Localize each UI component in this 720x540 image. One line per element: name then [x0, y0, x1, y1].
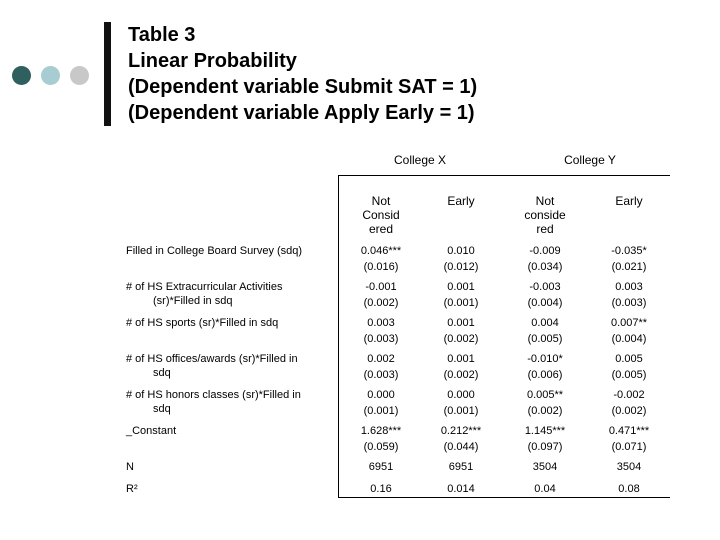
cell-value: (0.001) — [443, 297, 479, 309]
row-label-line: sdq — [153, 367, 171, 379]
cell-value: -0.002 — [613, 389, 645, 401]
cell-value: (0.097) — [527, 441, 563, 453]
table-cell — [589, 387, 669, 419]
cell-value: 0.001 — [447, 353, 475, 365]
dot-teal — [41, 66, 60, 85]
cell-value: (0.034) — [527, 261, 563, 273]
row-label — [126, 388, 301, 416]
group-header-college-x: College X — [393, 153, 447, 167]
table-cell — [421, 423, 501, 455]
table-cell — [505, 243, 585, 275]
table-top-rule — [338, 175, 670, 176]
table-cell — [421, 481, 501, 497]
cell-value: 0.014 — [447, 483, 475, 495]
cell-value: 0.04 — [534, 483, 556, 495]
cell-value: (0.002) — [363, 297, 399, 309]
row-label-line: # of HS honors classes (sr)*Filled in — [126, 389, 301, 401]
cell-value: (0.059) — [363, 441, 399, 453]
table-cell — [421, 459, 501, 475]
cell-value: 3504 — [532, 461, 558, 473]
table-cell — [589, 279, 669, 311]
table-cell — [421, 315, 501, 347]
cell-value: (0.002) — [527, 405, 563, 417]
cell-value: 0.003 — [367, 317, 395, 329]
row-label-line: (sr)*Filled in sdq — [153, 295, 233, 307]
table-cell — [341, 279, 421, 311]
row-label — [126, 280, 283, 308]
cell-value: (0.001) — [443, 405, 479, 417]
subheader-line: red — [536, 222, 554, 236]
cell-value: 0.471*** — [608, 425, 650, 437]
cell-value: 0.007** — [610, 317, 648, 329]
table-cell — [505, 459, 585, 475]
cell-value: -0.009 — [529, 245, 561, 257]
row-label — [126, 352, 298, 380]
title-line-3: (Dependent variable Submit SAT = 1) — [128, 76, 478, 98]
subheader-3 — [505, 194, 585, 236]
cell-value: 1.145*** — [524, 425, 566, 437]
row-label — [126, 316, 278, 330]
cell-value: (0.005) — [611, 369, 647, 381]
subheader-line: ered — [368, 222, 394, 236]
group-header-college-y: College Y — [564, 153, 616, 167]
table-cell — [589, 243, 669, 275]
table-cell — [341, 351, 421, 383]
table-cell — [589, 315, 669, 347]
subheader-line: Early — [615, 194, 643, 208]
cell-value: (0.012) — [443, 261, 479, 273]
cell-value: 3504 — [616, 461, 642, 473]
cell-value: (0.003) — [611, 297, 647, 309]
row-label — [126, 460, 134, 474]
row-label-line: # of HS Extracurricular Activities — [126, 281, 283, 293]
cell-value: (0.044) — [443, 441, 479, 453]
table-cell — [505, 481, 585, 497]
row-label-line: Filled in College Board Survey (sdq) — [126, 245, 303, 257]
table-cell — [421, 243, 501, 275]
table-cell — [505, 279, 585, 311]
table-cell — [589, 423, 669, 455]
cell-value: -0.003 — [529, 281, 561, 293]
dot-gray — [70, 66, 89, 85]
table-cell — [341, 423, 421, 455]
row-label — [126, 482, 138, 496]
table-cell — [341, 315, 421, 347]
table-cell — [505, 387, 585, 419]
cell-value: 0.001 — [447, 317, 475, 329]
cell-value: (0.003) — [363, 333, 399, 345]
cell-value: 0.004 — [531, 317, 559, 329]
table-cell — [505, 315, 585, 347]
subheader-2 — [421, 194, 501, 208]
cell-value: (0.004) — [527, 297, 563, 309]
cell-value: (0.006) — [527, 369, 563, 381]
table-cell — [589, 351, 669, 383]
subheader-line: conside — [524, 208, 566, 222]
cell-value: -0.035* — [611, 245, 647, 257]
table-cell — [421, 387, 501, 419]
table-cell — [505, 423, 585, 455]
cell-value: 0.010 — [447, 245, 475, 257]
cell-value: (0.004) — [611, 333, 647, 345]
row-label-line: # of HS sports (sr)*Filled in sdq — [126, 317, 279, 329]
cell-value: 0.046*** — [360, 245, 402, 257]
cell-value: (0.002) — [443, 369, 479, 381]
table-cell — [341, 243, 421, 275]
subheader-1 — [341, 194, 421, 236]
subheader-4 — [589, 194, 669, 208]
table-cell — [341, 387, 421, 419]
cell-value: -0.010* — [527, 353, 563, 365]
cell-value: (0.021) — [611, 261, 647, 273]
dot-dark — [12, 66, 31, 85]
cell-value: 0.005** — [526, 389, 564, 401]
title-bar — [104, 22, 111, 126]
cell-value: 0.000 — [447, 389, 475, 401]
subheader-line: Early — [447, 194, 475, 208]
table-cell — [589, 481, 669, 497]
cell-value: 0.001 — [447, 281, 475, 293]
cell-value: (0.003) — [363, 369, 399, 381]
cell-value: 0.005 — [615, 353, 643, 365]
table-cell — [421, 279, 501, 311]
cell-value: 0.08 — [618, 483, 640, 495]
table-left-rule — [338, 175, 339, 498]
cell-value: 0.000 — [367, 389, 395, 401]
cell-value: (0.005) — [527, 333, 563, 345]
decorative-dots — [12, 66, 102, 86]
cell-value: 0.16 — [370, 483, 392, 495]
table-cell — [505, 351, 585, 383]
row-label-line: # of HS offices/awards (sr)*Filled in — [126, 353, 298, 365]
cell-value: (0.002) — [443, 333, 479, 345]
cell-value: (0.002) — [611, 405, 647, 417]
row-label-line: N — [126, 461, 134, 473]
row-label-line: R² — [126, 483, 138, 495]
cell-value: 0.002 — [367, 353, 395, 365]
table-cell — [341, 459, 421, 475]
cell-value: (0.016) — [363, 261, 399, 273]
table-bottom-rule — [338, 497, 670, 498]
table-cell — [589, 459, 669, 475]
cell-value: 0.003 — [615, 281, 643, 293]
cell-value: 6951 — [368, 461, 394, 473]
table-cell — [341, 481, 421, 497]
row-label-line: _Constant — [126, 425, 177, 437]
table-cell — [421, 351, 501, 383]
row-label — [126, 244, 302, 258]
title-line-4: (Dependent variable Apply Early = 1) — [128, 102, 475, 124]
cell-value: (0.001) — [363, 405, 399, 417]
subheader-line: Not — [535, 194, 555, 208]
cell-value: 1.628*** — [360, 425, 402, 437]
cell-value: 6951 — [448, 461, 474, 473]
cell-value: (0.071) — [611, 441, 647, 453]
title-line-1: Table 3 — [128, 24, 196, 46]
row-label — [126, 424, 176, 438]
cell-value: 0.212*** — [440, 425, 482, 437]
slide-title — [128, 22, 477, 126]
row-label-line: sdq — [153, 403, 171, 415]
subheader-line: Not — [371, 194, 391, 208]
subheader-line: Consid — [362, 208, 400, 222]
cell-value: -0.001 — [365, 281, 397, 293]
title-line-2: Linear Probability — [128, 50, 297, 72]
